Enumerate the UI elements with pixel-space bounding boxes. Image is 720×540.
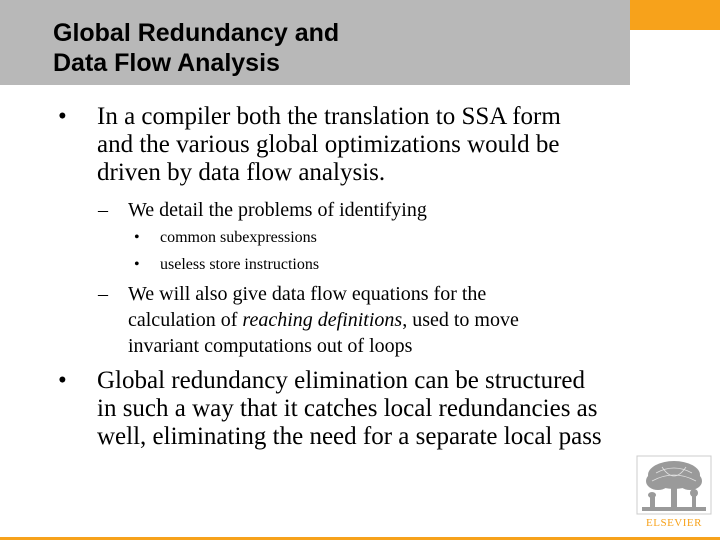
accent-bar-top <box>630 0 720 30</box>
elsevier-logo-text: ELSEVIER <box>646 517 702 529</box>
sub-bullet-marker: – <box>98 283 108 305</box>
slide-title-line-2: Data Flow Analysis <box>53 49 280 77</box>
slide-title <box>53 18 613 78</box>
bullet-1-line-2: and the various global optimizations would be <box>97 131 560 158</box>
slide-title-line-1: Global Redundancy and <box>53 19 340 47</box>
sub-bullet-marker: – <box>98 199 108 221</box>
bullet-1-text <box>97 103 677 187</box>
bullet-2-line-1: Global redundancy elimination can be structured <box>97 367 586 394</box>
sub-sub-bullet-marker: • <box>134 256 140 273</box>
elsevier-logo <box>636 455 712 533</box>
bullet-1-line-1: In a compiler both the translation to SSA form <box>97 103 561 130</box>
bullet-2-line-3: well, eliminating the need for a separate local pass <box>97 423 602 450</box>
bullet-1-line-3: driven by data flow analysis. <box>97 159 386 186</box>
sub-sub-bullet-2-text: useless store instructions <box>160 256 320 273</box>
sub-sub-bullet-marker: • <box>134 229 140 246</box>
bullet-2-text <box>97 367 697 451</box>
bullet-marker: • <box>58 367 67 394</box>
sub-bullet-1-text: We detail the problems of identifying <box>128 199 427 221</box>
bullet-marker: • <box>58 103 67 130</box>
sub-bullet-2-text <box>128 281 688 359</box>
tree-logo-icon <box>636 455 712 515</box>
sub-bullet-2-line-1: We will also give data flow equations for the <box>128 283 487 305</box>
sub-sub-bullet-1-text: common subexpressions <box>160 229 317 246</box>
bullet-2-line-2: in such a way that it catches local redundancies as <box>97 395 598 422</box>
sub-bullet-2-line-2-pre: calculation of <box>128 309 243 331</box>
sub-bullet-2-line-3: invariant computations out of loops <box>128 335 413 357</box>
emphasis-reaching-definitions: reaching definitions <box>242 309 403 331</box>
sub-bullet-2-line-2 <box>128 307 688 333</box>
sub-bullet-2-line-2-post: , used to move <box>402 309 519 331</box>
